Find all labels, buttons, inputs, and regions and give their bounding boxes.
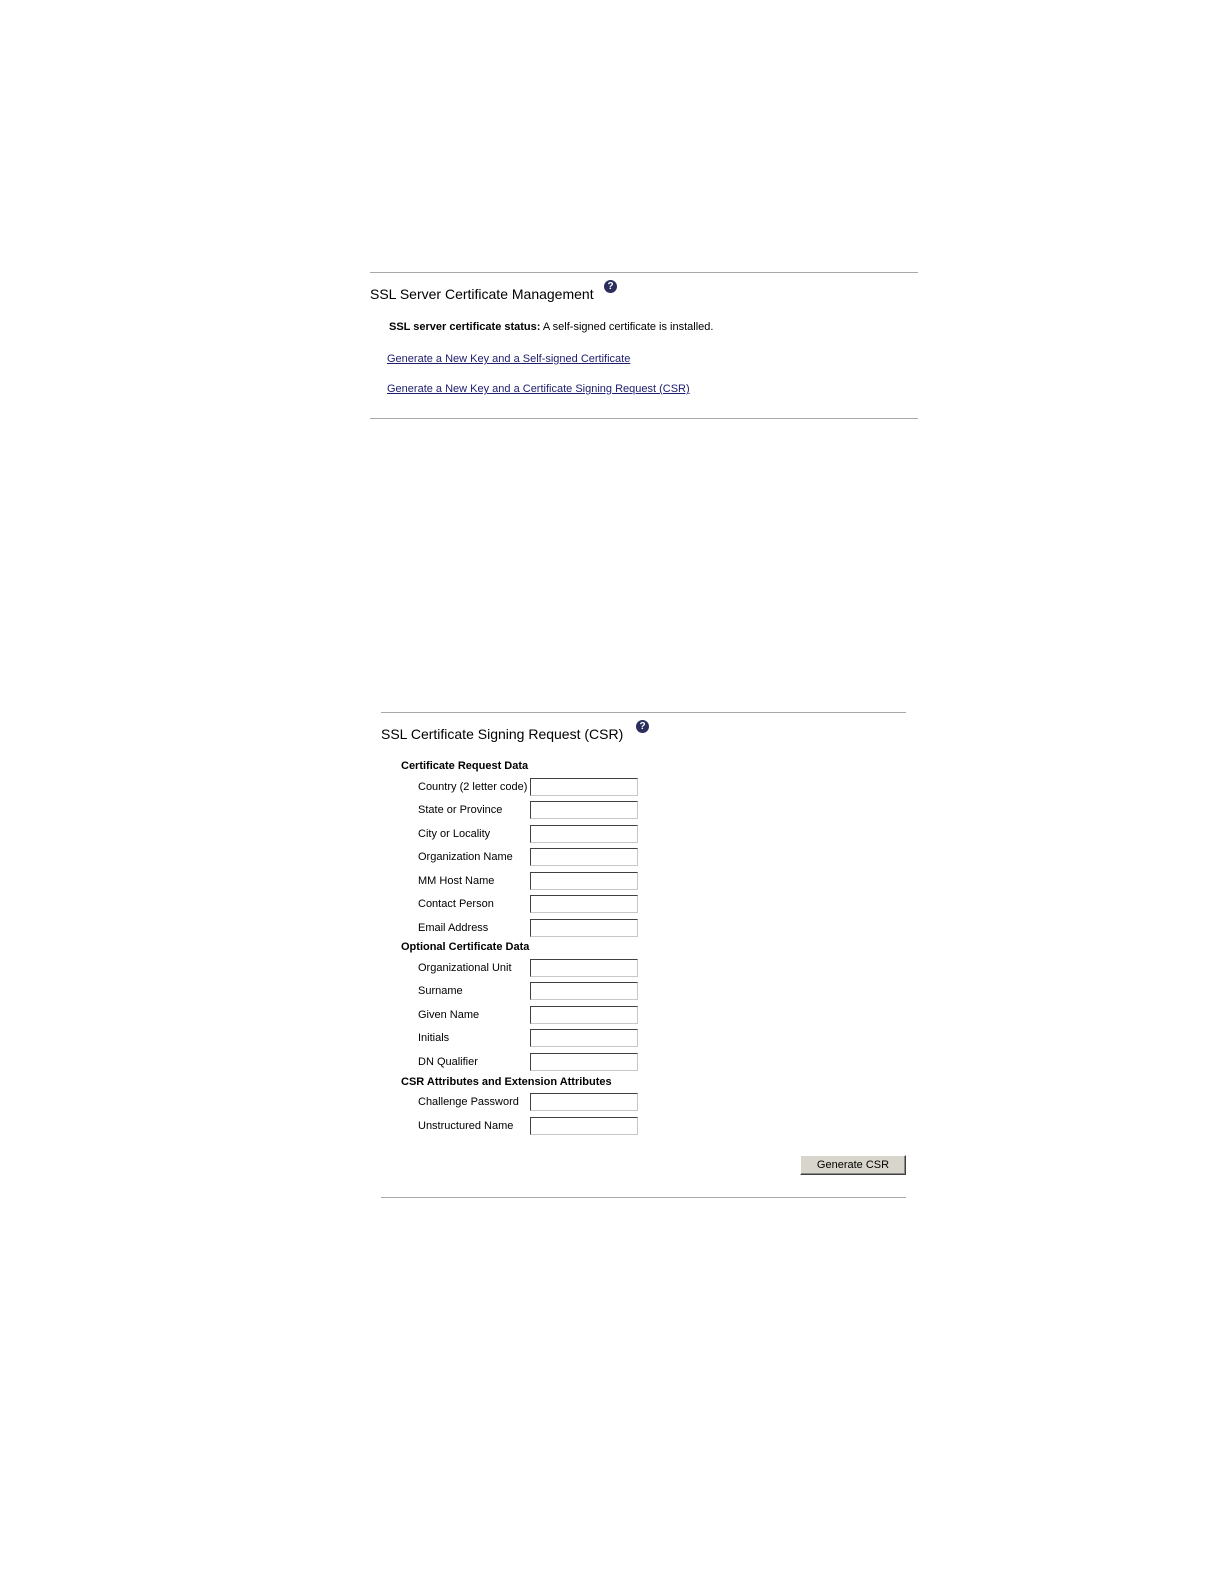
question-mark-icon[interactable]: ? bbox=[636, 720, 649, 733]
certificate-status-value: A self-signed certificate is installed. bbox=[542, 321, 714, 333]
dn-qualifier-label: DN Qualifier bbox=[418, 1056, 478, 1068]
section-heading-certificate-request-data: Certificate Request Data bbox=[401, 760, 529, 772]
organizational-unit-input[interactable] bbox=[530, 959, 638, 977]
panel-top-divider bbox=[381, 712, 906, 713]
section-heading-csr-attributes: CSR Attributes and Extension Attributes bbox=[401, 1076, 612, 1088]
city-input[interactable] bbox=[530, 825, 638, 843]
question-mark-icon[interactable]: ? bbox=[604, 280, 617, 293]
email-address-label: Email Address bbox=[418, 922, 489, 934]
country-input[interactable] bbox=[530, 778, 638, 796]
mm-host-name-label: MM Host Name bbox=[418, 875, 495, 887]
surname-input[interactable] bbox=[530, 982, 638, 1000]
certificate-status bbox=[389, 321, 713, 333]
unstructured-name-label: Unstructured Name bbox=[418, 1120, 514, 1132]
initials-input[interactable] bbox=[530, 1029, 638, 1047]
generate-self-signed-certificate-link[interactable]: Generate a New Key and a Self-signed Certificate bbox=[387, 353, 631, 365]
country-label: Country (2 letter code) bbox=[418, 781, 528, 793]
csr-title: SSL Certificate Signing Request (CSR) bbox=[381, 726, 624, 742]
generate-csr-link[interactable]: Generate a New Key and a Certificate Signing Request (CSR) bbox=[387, 383, 690, 395]
panel-bottom-divider bbox=[381, 1197, 906, 1198]
ssl-management-title: SSL Server Certificate Management bbox=[370, 286, 594, 302]
city-label: City or Locality bbox=[418, 828, 491, 840]
section-heading-optional-certificate-data: Optional Certificate Data bbox=[401, 941, 530, 953]
initials-label: Initials bbox=[418, 1032, 450, 1044]
organization-name-input[interactable] bbox=[530, 848, 638, 866]
organization-name-label: Organization Name bbox=[418, 851, 513, 863]
dn-qualifier-input[interactable] bbox=[530, 1053, 638, 1071]
given-name-input[interactable] bbox=[530, 1006, 638, 1024]
mm-host-name-input[interactable] bbox=[530, 872, 638, 890]
csr-panel bbox=[381, 712, 906, 1198]
organizational-unit-label: Organizational Unit bbox=[418, 962, 512, 974]
email-address-input[interactable] bbox=[530, 919, 638, 937]
panel-top-divider bbox=[370, 272, 918, 273]
ssl-certificate-management-panel bbox=[370, 272, 918, 419]
state-input[interactable] bbox=[530, 801, 638, 819]
certificate-status-label: SSL server certificate status: bbox=[389, 321, 541, 333]
state-label: State or Province bbox=[418, 804, 503, 816]
challenge-password-input[interactable] bbox=[530, 1093, 638, 1111]
surname-label: Surname bbox=[418, 985, 463, 997]
given-name-label: Given Name bbox=[418, 1009, 480, 1021]
panel-bottom-divider bbox=[370, 418, 918, 419]
unstructured-name-input[interactable] bbox=[530, 1117, 638, 1135]
contact-person-input[interactable] bbox=[530, 895, 638, 913]
challenge-password-label: Challenge Password bbox=[418, 1096, 519, 1108]
contact-person-label: Contact Person bbox=[418, 898, 494, 910]
generate-csr-button[interactable]: Generate CSR bbox=[800, 1155, 906, 1175]
